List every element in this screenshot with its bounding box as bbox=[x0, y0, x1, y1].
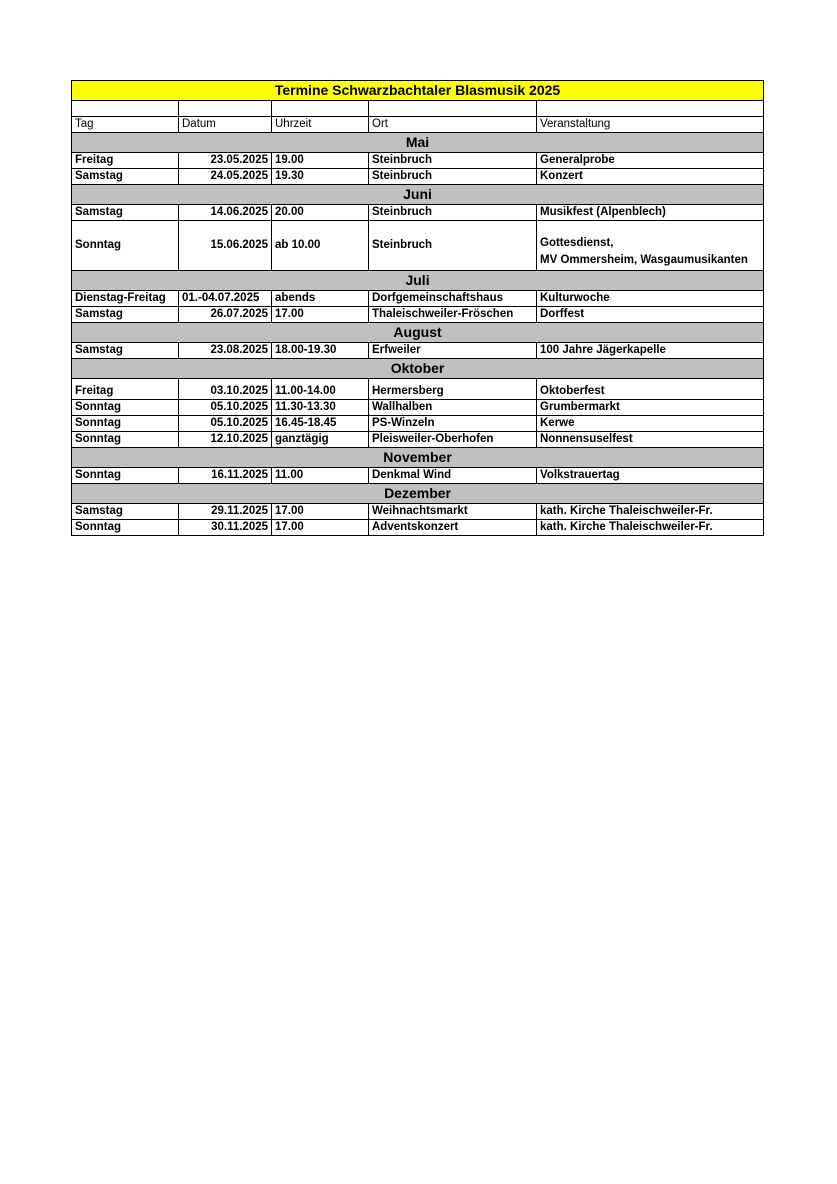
month-label: Juni bbox=[72, 185, 764, 205]
event-row bbox=[72, 416, 764, 432]
event-ort: Adventskonzert bbox=[369, 520, 537, 536]
event-ort: Steinbruch bbox=[369, 221, 537, 271]
event-datum: 23.05.2025 bbox=[179, 153, 272, 169]
event-ort: Hermersberg bbox=[369, 379, 537, 400]
event-datum: 16.11.2025 bbox=[179, 468, 272, 484]
schedule-title: Termine Schwarzbachtaler Blasmusik 2025 bbox=[72, 81, 764, 101]
event-uhrzeit: 17.00 bbox=[272, 504, 369, 520]
event-datum: 24.05.2025 bbox=[179, 169, 272, 185]
event-uhrzeit: 20.00 bbox=[272, 205, 369, 221]
event-veranstaltung: Dorffest bbox=[537, 307, 764, 323]
event-veranstaltung-line1: Gottesdienst, bbox=[540, 237, 614, 249]
event-ort: Thaleischweiler-Fröschen bbox=[369, 307, 537, 323]
event-veranstaltung: Nonnensuselfest bbox=[537, 432, 764, 448]
event-datum: 30.11.2025 bbox=[179, 520, 272, 536]
month-label: August bbox=[72, 323, 764, 343]
event-ort: Steinbruch bbox=[369, 169, 537, 185]
event-veranstaltung: Musikfest (Alpenblech) bbox=[537, 205, 764, 221]
event-tag: Samstag bbox=[72, 169, 179, 185]
event-ort: Steinbruch bbox=[369, 153, 537, 169]
header-uhrzeit: Uhrzeit bbox=[272, 117, 369, 133]
event-veranstaltung: Konzert bbox=[537, 169, 764, 185]
month-label: Juli bbox=[72, 271, 764, 291]
month-row-mai bbox=[72, 133, 764, 153]
event-veranstaltung bbox=[537, 221, 764, 271]
event-row bbox=[72, 169, 764, 185]
event-ort: Steinbruch bbox=[369, 205, 537, 221]
month-label: Oktober bbox=[72, 359, 764, 379]
event-tag: Sonntag bbox=[72, 520, 179, 536]
event-datum: 26.07.2025 bbox=[179, 307, 272, 323]
event-tag: Samstag bbox=[72, 504, 179, 520]
event-ort: Dorfgemeinschaftshaus bbox=[369, 291, 537, 307]
month-row-juli bbox=[72, 271, 764, 291]
event-row bbox=[72, 221, 764, 271]
month-label: Mai bbox=[72, 133, 764, 153]
title-row bbox=[72, 81, 764, 101]
event-datum: 05.10.2025 bbox=[179, 416, 272, 432]
event-veranstaltung: Volkstrauertag bbox=[537, 468, 764, 484]
schedule-table bbox=[71, 80, 764, 536]
event-row bbox=[72, 307, 764, 323]
event-uhrzeit: 11.00 bbox=[272, 468, 369, 484]
event-uhrzeit: 11.30-13.30 bbox=[272, 400, 369, 416]
event-veranstaltung: Kerwe bbox=[537, 416, 764, 432]
event-tag: Sonntag bbox=[72, 468, 179, 484]
header-veranstaltung: Veranstaltung bbox=[537, 117, 764, 133]
event-uhrzeit: 11.00-14.00 bbox=[272, 379, 369, 400]
event-row bbox=[72, 432, 764, 448]
event-tag: Freitag bbox=[72, 153, 179, 169]
header-ort: Ort bbox=[369, 117, 537, 133]
event-row bbox=[72, 504, 764, 520]
event-uhrzeit: ganztägig bbox=[272, 432, 369, 448]
event-uhrzeit: 19.00 bbox=[272, 153, 369, 169]
event-veranstaltung: Kulturwoche bbox=[537, 291, 764, 307]
event-ort: Denkmal Wind bbox=[369, 468, 537, 484]
event-row bbox=[72, 379, 764, 400]
event-ort: PS-Winzeln bbox=[369, 416, 537, 432]
event-row bbox=[72, 520, 764, 536]
event-uhrzeit: 17.00 bbox=[272, 307, 369, 323]
event-tag: Dienstag-Freitag bbox=[72, 291, 179, 307]
event-row bbox=[72, 468, 764, 484]
event-tag: Sonntag bbox=[72, 432, 179, 448]
event-veranstaltung: Oktoberfest bbox=[537, 379, 764, 400]
event-row bbox=[72, 153, 764, 169]
month-label: November bbox=[72, 448, 764, 468]
event-datum: 14.06.2025 bbox=[179, 205, 272, 221]
month-row-august bbox=[72, 323, 764, 343]
event-row bbox=[72, 205, 764, 221]
event-uhrzeit: 16.45-18.45 bbox=[272, 416, 369, 432]
event-uhrzeit: 19.30 bbox=[272, 169, 369, 185]
event-datum: 12.10.2025 bbox=[179, 432, 272, 448]
event-veranstaltung: kath. Kirche Thaleischweiler-Fr. bbox=[537, 520, 764, 536]
event-uhrzeit: ab 10.00 bbox=[272, 221, 369, 271]
header-datum: Datum bbox=[179, 117, 272, 133]
event-uhrzeit: 18.00-19.30 bbox=[272, 343, 369, 359]
header-tag: Tag bbox=[72, 117, 179, 133]
event-veranstaltung-line2: MV Ommersheim, Wasgaumusikanten bbox=[540, 254, 748, 266]
event-veranstaltung: Grumbermarkt bbox=[537, 400, 764, 416]
event-row bbox=[72, 291, 764, 307]
event-tag: Samstag bbox=[72, 307, 179, 323]
month-row-dezember bbox=[72, 484, 764, 504]
event-datum: 05.10.2025 bbox=[179, 400, 272, 416]
event-ort: Weihnachtsmarkt bbox=[369, 504, 537, 520]
event-datum: 01.-04.07.2025 bbox=[179, 291, 272, 307]
event-tag: Sonntag bbox=[72, 221, 179, 271]
event-tag: Samstag bbox=[72, 343, 179, 359]
month-row-juni bbox=[72, 185, 764, 205]
event-ort: Erfweiler bbox=[369, 343, 537, 359]
event-row bbox=[72, 343, 764, 359]
event-row bbox=[72, 400, 764, 416]
month-label: Dezember bbox=[72, 484, 764, 504]
event-datum: 29.11.2025 bbox=[179, 504, 272, 520]
event-veranstaltung: 100 Jahre Jägerkapelle bbox=[537, 343, 764, 359]
event-tag: Sonntag bbox=[72, 400, 179, 416]
month-row-oktober bbox=[72, 359, 764, 379]
event-tag: Samstag bbox=[72, 205, 179, 221]
event-datum: 23.08.2025 bbox=[179, 343, 272, 359]
event-uhrzeit: 17.00 bbox=[272, 520, 369, 536]
event-tag: Sonntag bbox=[72, 416, 179, 432]
event-veranstaltung: kath. Kirche Thaleischweiler-Fr. bbox=[537, 504, 764, 520]
month-row-november bbox=[72, 448, 764, 468]
event-ort: Wallhalben bbox=[369, 400, 537, 416]
event-ort: Pleisweiler-Oberhofen bbox=[369, 432, 537, 448]
header-row bbox=[72, 117, 764, 133]
event-datum: 15.06.2025 bbox=[179, 221, 272, 271]
event-uhrzeit: abends bbox=[272, 291, 369, 307]
event-veranstaltung: Generalprobe bbox=[537, 153, 764, 169]
event-datum: 03.10.2025 bbox=[179, 379, 272, 400]
empty-row bbox=[72, 101, 764, 117]
event-tag: Freitag bbox=[72, 379, 179, 400]
